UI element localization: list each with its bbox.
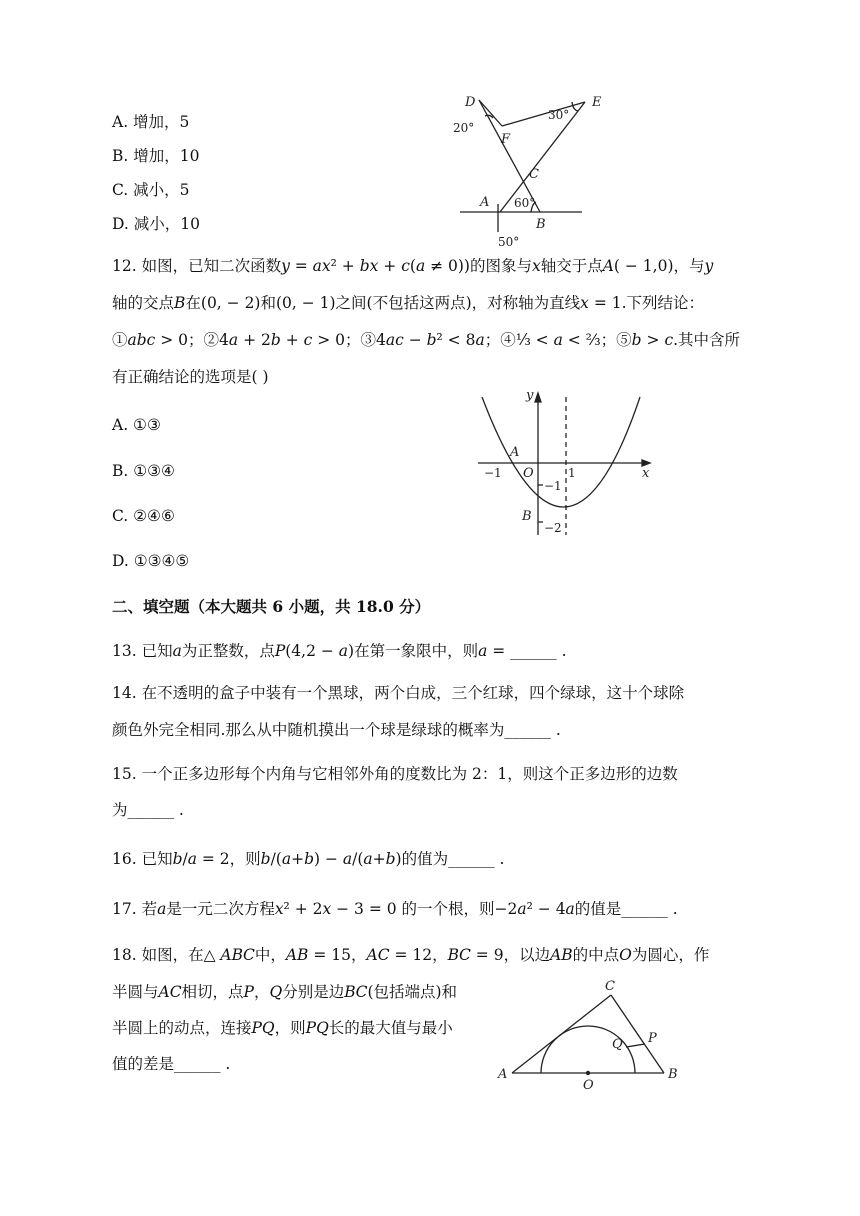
q18-line-2: 半圆与𝐴𝐶相切，点𝑃，𝑄分别是边𝐵𝐶(包括端点)和: [112, 983, 458, 1001]
label-b: B: [668, 1067, 678, 1082]
angle-arc-e: [572, 102, 578, 111]
section-2-heading: 二、填空题（本大题共 6 小题，共 18.0 分）: [112, 597, 431, 616]
q14-line-1: 14. 在不透明的盒子中装有一个黑球，两个白成，三个红球，四个绿球，这十个球除: [112, 684, 685, 702]
q12-option-a: A. ①③: [112, 416, 161, 434]
point-label-b: B: [522, 509, 532, 524]
q18-line-4: 值的差是______ .: [112, 1055, 231, 1073]
segment-ea: [500, 102, 585, 212]
label-e: E: [592, 95, 602, 110]
label-b: B: [536, 217, 546, 232]
label-p: P: [648, 1031, 657, 1046]
q11-option-b: B. 增加，10: [112, 147, 200, 165]
label-d: D: [465, 95, 476, 110]
q11-option-d: D. 减小，10: [112, 215, 200, 233]
axis-label-y: y: [526, 388, 534, 403]
angle-a-label: 50°: [498, 235, 520, 249]
q11-figure: [440, 90, 620, 250]
angle-b-label: 60°: [514, 196, 536, 210]
label-o: O: [583, 1078, 594, 1093]
q12-option-d: D. ①③④⑤: [112, 552, 190, 570]
y-axis-arrow: [535, 393, 541, 402]
q15-line-2: 为______ .: [112, 801, 184, 819]
q18-line-1: 18. 如图，在△ 𝐴𝐵𝐶中，𝐴𝐵 = 15，𝐴𝐶 = 12，𝐵𝐶 = 9，以边𝐴𝐵的中点𝑂为圆心，作: [112, 946, 710, 964]
angle-d-label: 20°: [453, 121, 475, 135]
label-a: A: [480, 195, 490, 210]
q16-text: 16. 已知𝑏/𝑎 = 2，则𝑏/(𝑎+𝑏) − 𝑎/(𝑎+𝑏)的值为______ .: [112, 850, 505, 868]
q12-option-c: C. ②④⑥: [112, 507, 175, 525]
x-tick-label-1: 1: [568, 466, 576, 480]
center-point-o: [586, 1071, 590, 1075]
label-f: F: [501, 132, 511, 147]
y-tick-label-neg1: −1: [544, 479, 562, 493]
q17-text: 17. 若𝑎是一元二次方程𝑥² + 2𝑥 − 3 = 0 的一个根，则−2𝑎² − 4𝑎的值是______ .: [112, 900, 678, 918]
segment-pq: [626, 1044, 645, 1047]
point-label-a: A: [510, 445, 520, 460]
q12-line-3: ①𝑎𝑏𝑐 > 0；②4𝑎 + 2𝑏 + 𝑐 > 0；③4𝑎𝑐 − 𝑏² < 8𝑎；④⅓ < 𝑎 < ⅔；⑤𝑏 > 𝑐.其中含所: [112, 331, 741, 349]
q11-option-a: A. 增加，5: [112, 113, 190, 131]
q15-line-1: 15. 一个正多边形每个内角与它相邻外角的度数比为 2：1，则这个正多边形的边数: [112, 765, 678, 783]
q18-triangle-figure: [494, 975, 694, 1095]
q12-line-4: 有正确结论的选项是( ): [112, 368, 269, 386]
q12-option-b: B. ①③④: [112, 462, 175, 480]
q13-text: 13. 已知𝑎为正整数，点𝑃(4,2 − 𝑎)在第一象限中，则𝑎 = ______ .: [112, 642, 567, 660]
label-c: C: [605, 979, 615, 994]
q12-line-1: 12. 如图，已知二次函数𝑦 = 𝑎𝑥² + 𝑏𝑥 + 𝑐(𝑎 ≠ 0))的图象与𝑥轴交于点𝐴( − 1,0)，与𝑦: [112, 257, 714, 275]
label-q: Q: [612, 1037, 623, 1052]
label-c: C: [529, 167, 539, 182]
axis-label-x: x: [642, 466, 650, 481]
x-tick-label-neg1: −1: [484, 466, 502, 480]
y-tick-label-neg2: −2: [544, 521, 562, 535]
angle-e-label: 30°: [548, 108, 570, 122]
origin-label: O: [523, 466, 534, 481]
q18-line-3: 半圆上的动点，连接𝑃𝑄，则𝑃𝑄长的最大值与最小: [112, 1019, 453, 1037]
q11-option-c: C. 减小，5: [112, 181, 190, 199]
q12-line-2: 轴的交点𝐵在(0, − 2)和(0, − 1)之间(不包括这两点)，对称轴为直线𝑥 = 1.下列结论：: [112, 294, 705, 312]
label-a: A: [498, 1067, 508, 1082]
q12-parabola-figure: [470, 385, 660, 540]
q14-line-2: 颜色外完全相同.那么从中随机摸出一个球是绿球的概率为______ .: [112, 721, 561, 739]
